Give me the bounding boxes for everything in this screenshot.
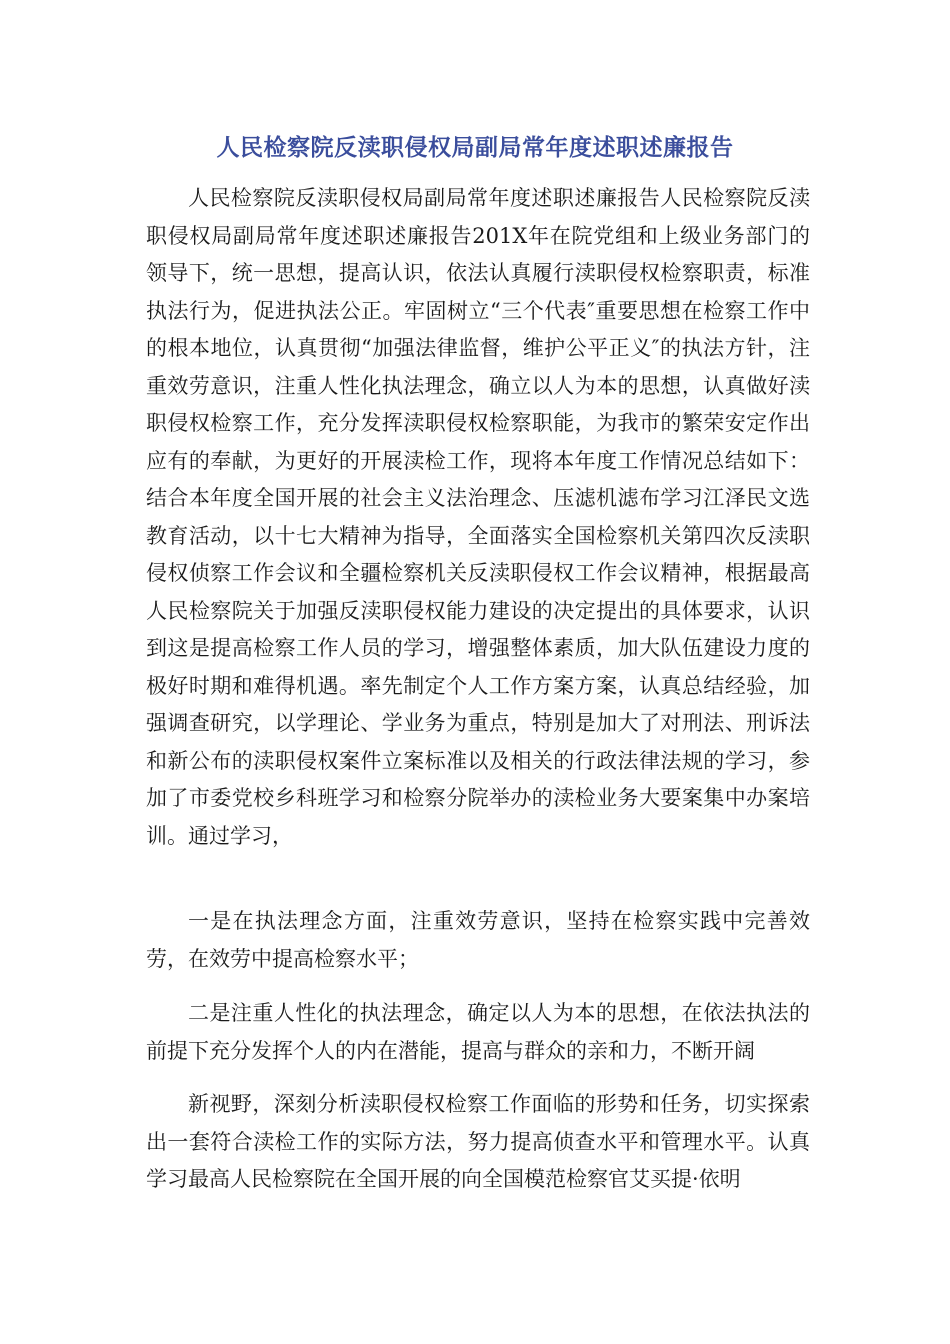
body-paragraph-2: 一是在执法理念方面，注重效劳意识，坚持在检察实践中完善效劳，在效劳中提高检察水平； [146,909,810,971]
body-paragraph-4: 新视野，深刻分析渎职侵权检察工作面临的形势和任务，切实探索出一套符合渎检工作的实际方法，努力提高侦查水平和管理水平。认真学习最高人民检察院在全国开展的向全国模范检察官艾买提·依明 [146,1092,810,1191]
body-paragraph-3: 二是注重人性化的执法理念，确定以人为本的思想，在依法执法的前提下充分发挥个人的内在潜能，提高与群众的亲和力，不断开阔 [146,1001,810,1063]
document-title: 人民检察院反渎职侵权局副局常年度述职述廉报告 [216,135,734,161]
body-paragraph-1: 人民检察院反渎职侵权局副局常年度述职述廉报告人民检察院反渎职侵权局副局常年度述职述廉报告201X年在院党组和上级业务部门的领导下，统一思想，提高认识，依法认真履行渎职侵权检察职责，标准执法行为，促进执法公正。牢固树立“三个代表″重要思想在检察工作中的根本地位，认真贯彻“加强法律监督，维护公平正义″的执法方针，注重效劳意识，注重人性化执法理念，确立以人为本的思想，认真做好渎职侵权检察工作，充分发挥渎职侵权检察职能，为我市的繁荣安定作出应有的奉献，为更好的开展渎检工作，现将本年度工作情况总结如下：结合本年度全国开展的社会主义法治理念、压滤机滤布学习江泽民文选教育活动，以十七大精神为指导，全面落实全国检察机关第四次反渎职侵权侦察工作会议和全疆检察机关反渎职侵权工作会议精神，根据最高人民检察院关于加强反渎职侵权能力建设的决定提出的具体要求，认识到这是提高检察工作人员的学习，增强整体素质，加大队伍建设力度的极好时期和难得机遇。率先制定个人工作方案方案，认真总结经验，加强调查研究，以学理论、学业务为重点，特别是加大了对刑法、刑诉法和新公布的渎职侵权案件立案标准以及相关的行政法律法规的学习，参加了市委党校乡科班学习和检察分院举办的渎检业务大要案集中办案培训。通过学习， [146,186,810,848]
